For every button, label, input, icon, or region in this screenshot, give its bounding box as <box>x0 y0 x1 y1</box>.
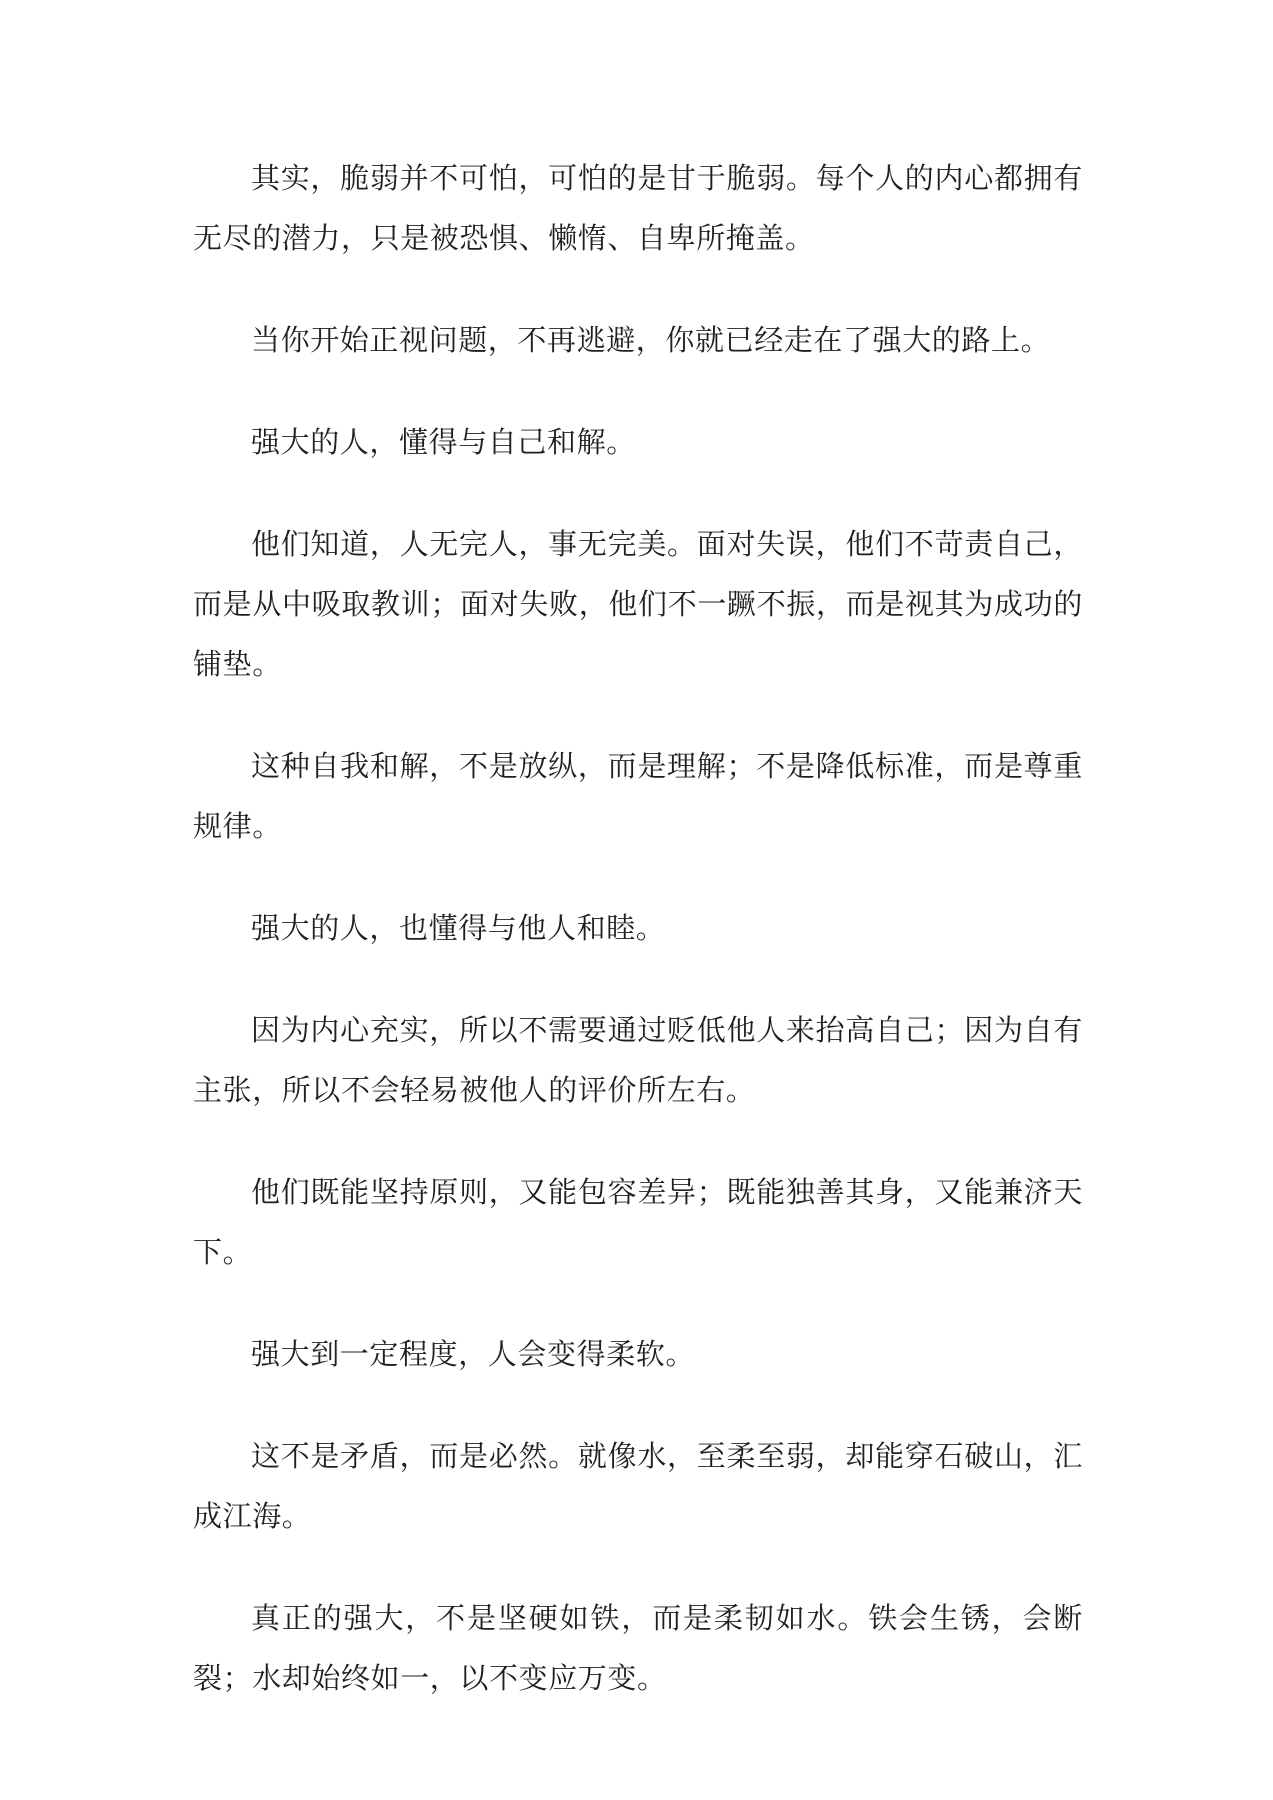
paragraph: 当你开始正视问题，不再逃避，你就已经走在了强大的路上。 <box>251 323 1051 357</box>
paragraph: 这不是矛盾，而是必然。就像水，至柔至弱，却能穿石破山，汇成江海。 <box>193 1439 1083 1533</box>
paragraph: 因为内心充实，所以不需要通过贬低他人来抬高自己；因为自有主张，所以不会轻易被他人的评价所左右。 <box>193 1013 1083 1107</box>
paragraph: 强大的人，也懂得与他人和睦。 <box>251 911 666 945</box>
document-body <box>193 148 1083 1750</box>
paragraph: 这种自我和解，不是放纵，而是理解；不是降低标准，而是尊重规律。 <box>193 749 1083 843</box>
paragraph: 其实，脆弱并不可怕，可怕的是甘于脆弱。每个人的内心都拥有无尽的潜力，只是被恐惧、懒惰、自卑所掩盖。 <box>193 161 1083 255</box>
paragraph: 他们既能坚持原则，又能包容差异；既能独善其身，又能兼济天下。 <box>193 1175 1083 1269</box>
paragraph: 真正的强大，不是坚硬如铁，而是柔韧如水。铁会生锈，会断裂；水却始终如一，以不变应万变。 <box>193 1601 1083 1695</box>
paragraph: 他们知道，人无完人，事无完美。面对失误，他们不苛责自己，而是从中吸取教训；面对失败，他们不一蹶不振，而是视其为成功的铺垫。 <box>193 527 1083 681</box>
paragraph: 强大的人，懂得与自己和解。 <box>251 425 636 459</box>
paragraph: 强大到一定程度，人会变得柔软。 <box>251 1337 696 1371</box>
